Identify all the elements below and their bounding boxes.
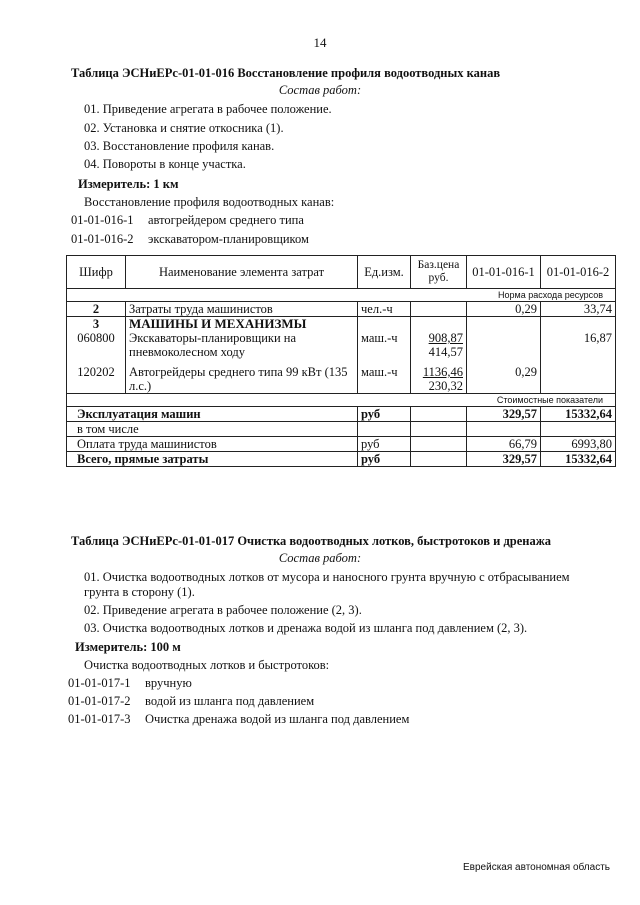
- table-row: [67, 422, 616, 437]
- row-unit: [358, 422, 411, 437]
- row-price: [411, 437, 467, 452]
- row-name: Экскаваторы-планировщики на пневмоколесном ходу: [126, 331, 358, 359]
- row-unit: чел.-ч: [358, 302, 411, 317]
- row-code: 060800: [67, 331, 126, 359]
- section-row: [67, 394, 616, 407]
- table2-measure: Измеритель: 100 м: [75, 640, 181, 654]
- row-price: [411, 407, 467, 422]
- row-value-2: [541, 359, 616, 394]
- table1-work-header: Состав работ:: [278, 83, 362, 97]
- table-row: [67, 317, 616, 332]
- table2-work-header: Состав работ:: [278, 551, 362, 565]
- row-name: Эксплуатация машин: [67, 407, 358, 422]
- page-number: 14: [313, 35, 327, 50]
- price-bottom: 414,57: [428, 345, 463, 359]
- row-value-1: 0,29: [467, 359, 541, 394]
- price-top: 908,87: [428, 331, 463, 345]
- header-col1: 01-01-016-1: [467, 256, 541, 289]
- row-code: 3: [67, 317, 126, 332]
- table2-code: 01-01-017-2: [68, 694, 131, 708]
- row-price: [411, 422, 467, 437]
- row-price: [411, 359, 467, 394]
- table-row: [67, 437, 616, 452]
- row-price: [411, 331, 467, 359]
- row-value-2: [541, 317, 616, 332]
- table1-work-item: 01. Приведение агрегата в рабочее положение.: [84, 102, 332, 116]
- header-col2: 01-01-016-2: [541, 256, 616, 289]
- row-code: 2: [67, 302, 126, 317]
- table2-desc: Очистка водоотводных лотков и быстротоков:: [84, 658, 330, 672]
- table1-desc: Восстановление профиля водоотводных канав:: [84, 195, 335, 209]
- section-row: [67, 289, 616, 302]
- header-unit: Ед.изм.: [358, 256, 411, 289]
- table1-work-item: 02. Установка и снятие откосника (1).: [84, 121, 284, 135]
- row-value-2: 15332,64: [541, 407, 616, 422]
- row-value-1: 329,57: [467, 407, 541, 422]
- row-value-1: [467, 331, 541, 359]
- table1-work-item: 03. Восстановление профиля канав.: [84, 139, 275, 153]
- table-row: [67, 407, 616, 422]
- header-price: Баз.цена руб.: [411, 256, 467, 289]
- table-row: [67, 331, 616, 359]
- row-value-1: 66,79: [467, 437, 541, 452]
- row-unit: руб: [358, 407, 411, 422]
- table2-work-item: 02. Приведение агрегата в рабочее положение (2, 3).: [84, 603, 362, 617]
- row-unit: руб: [358, 452, 411, 467]
- row-value-2: 6993,80: [541, 437, 616, 452]
- table2-code-text: вручную: [145, 676, 192, 690]
- header-name: Наименование элемента затрат: [126, 256, 358, 289]
- table1-code: 01-01-016-1: [71, 213, 134, 227]
- row-name: Оплата труда машинистов: [67, 437, 358, 452]
- table2-code-text: водой из шланга под давлением: [145, 694, 315, 708]
- row-unit: [358, 317, 411, 332]
- row-name: Автогрейдеры среднего типа 99 кВт (135 л.с.): [126, 359, 358, 394]
- footer-region: Еврейская автономная область: [463, 862, 610, 873]
- price-bottom: 230,32: [428, 379, 463, 393]
- row-value-2: [541, 422, 616, 437]
- table1-code-text: экскаватором-планировщиком: [148, 232, 309, 246]
- table2-code: 01-01-017-1: [68, 676, 131, 690]
- row-price: [411, 452, 467, 467]
- row-unit: маш.-ч: [358, 359, 411, 394]
- row-value-1: [467, 317, 541, 332]
- table1-code-text: автогрейдером среднего типа: [148, 213, 304, 227]
- row-code: 120202: [67, 359, 126, 394]
- table2-work-item: грунта в сторону (1).: [84, 585, 195, 599]
- table2-code: 01-01-017-3: [68, 712, 131, 726]
- row-value-1: [467, 422, 541, 437]
- row-value-2: 33,74: [541, 302, 616, 317]
- table2-work-item: 03. Очистка водоотводных лотков и дренажа водой из шланга под давлением (2, 3).: [84, 621, 528, 635]
- row-value-2: 15332,64: [541, 452, 616, 467]
- table-header-row: [67, 256, 616, 289]
- table1-work-item: 04. Повороты в конце участка.: [84, 157, 246, 171]
- table-row: [67, 359, 616, 394]
- row-value-2: 16,87: [541, 331, 616, 359]
- row-unit: руб: [358, 437, 411, 452]
- row-price: [411, 302, 467, 317]
- section-cost: Стоимостные показатели: [67, 394, 616, 407]
- table-row: [67, 302, 616, 317]
- row-unit: маш.-ч: [358, 331, 411, 359]
- table2-title: Таблица ЭСНиЕРс-01-01-017 Очистка водоотводных лотков, быстротоков и дренажа: [71, 534, 552, 548]
- table2-code-text: Очистка дренажа водой из шланга под давлением: [145, 712, 410, 726]
- table1-code: 01-01-016-2: [71, 232, 134, 246]
- table1-title: Таблица ЭСНиЕРс-01-01-016 Восстановление профиля водоотводных канав: [71, 66, 501, 80]
- table1-measure: Измеритель: 1 км: [78, 177, 179, 191]
- row-value-1: 329,57: [467, 452, 541, 467]
- header-code: Шифр: [67, 256, 126, 289]
- table-row: [67, 452, 616, 467]
- row-price: [411, 317, 467, 332]
- row-name: Затраты труда машинистов: [126, 302, 358, 317]
- row-name: в том числе: [67, 422, 358, 437]
- cost-table: [66, 255, 616, 467]
- row-value-1: 0,29: [467, 302, 541, 317]
- row-name: Всего, прямые затраты: [67, 452, 358, 467]
- price-top: 1136,46: [422, 365, 463, 379]
- section-norm: Норма расхода ресурсов: [67, 289, 616, 302]
- row-name: МАШИНЫ И МЕХАНИЗМЫ: [126, 317, 358, 332]
- table2-work-item: 01. Очистка водоотводных лотков от мусора и наносного грунта вручную с отбрасыванием: [84, 570, 570, 584]
